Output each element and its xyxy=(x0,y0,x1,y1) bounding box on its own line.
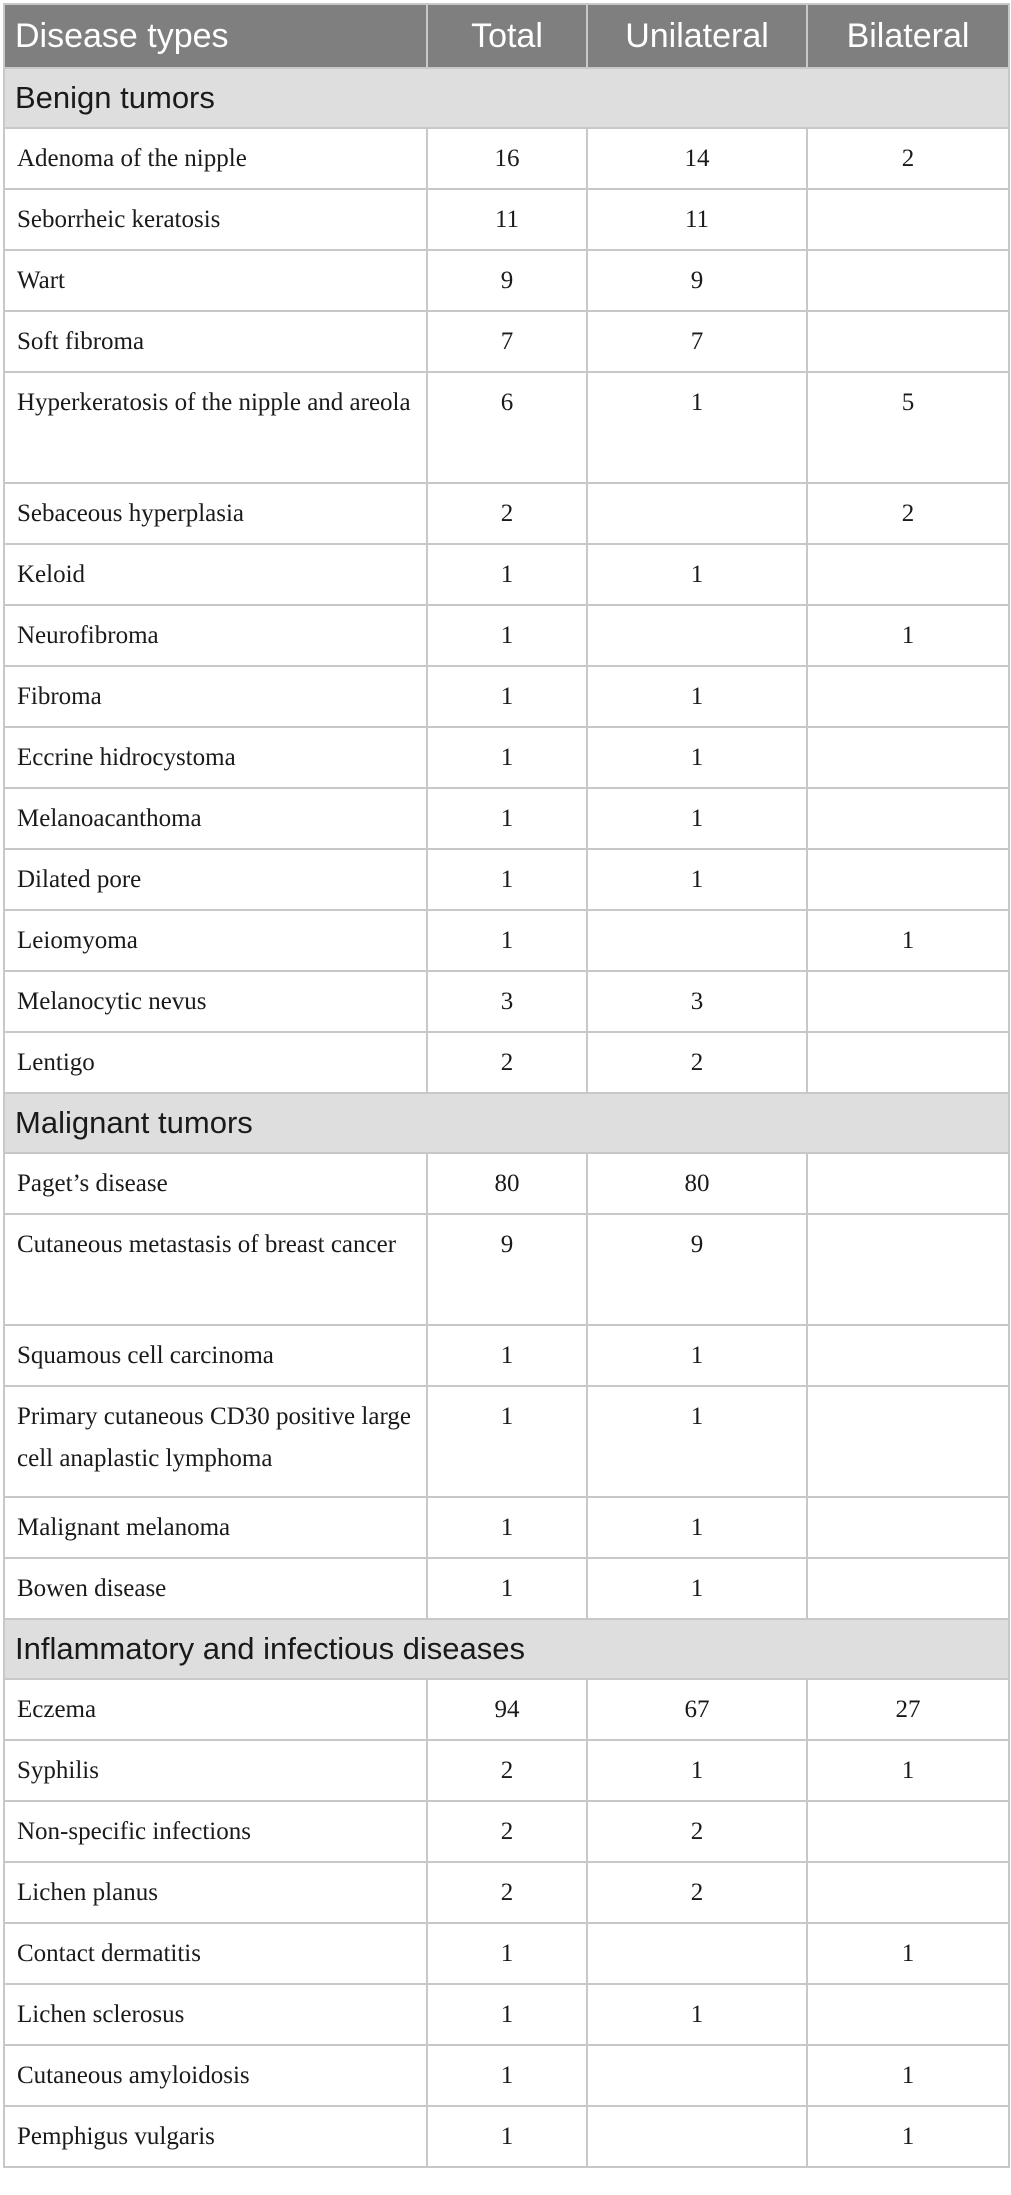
total-cell: 2 xyxy=(427,483,587,544)
bilateral-cell xyxy=(807,250,1009,311)
header-bilateral: Bilateral xyxy=(807,4,1009,68)
disease-name-cell: Cutaneous amyloidosis xyxy=(4,2045,427,2106)
unilateral-cell: 3 xyxy=(587,971,807,1032)
unilateral-cell: 1 xyxy=(587,1740,807,1801)
disease-name-cell: Seborrheic keratosis xyxy=(4,189,427,250)
total-cell: 6 xyxy=(427,372,587,483)
bilateral-cell xyxy=(807,1386,1009,1497)
unilateral-cell: 1 xyxy=(587,788,807,849)
bilateral-cell: 1 xyxy=(807,2045,1009,2106)
header-unilateral: Unilateral xyxy=(587,4,807,68)
total-cell: 1 xyxy=(427,1984,587,2045)
total-cell: 2 xyxy=(427,1032,587,1093)
bilateral-cell xyxy=(807,189,1009,250)
total-cell: 3 xyxy=(427,971,587,1032)
bilateral-cell xyxy=(807,849,1009,910)
total-cell: 1 xyxy=(427,605,587,666)
disease-name-cell: Keloid xyxy=(4,544,427,605)
bilateral-cell: 1 xyxy=(807,1923,1009,1984)
unilateral-cell: 7 xyxy=(587,311,807,372)
bilateral-cell xyxy=(807,544,1009,605)
total-cell: 9 xyxy=(427,1214,587,1325)
total-cell: 1 xyxy=(427,727,587,788)
disease-name-cell: Paget’s disease xyxy=(4,1153,427,1214)
disease-name-cell: Lichen planus xyxy=(4,1862,427,1923)
total-cell: 11 xyxy=(427,189,587,250)
group-title: Malignant tumors xyxy=(4,1093,1009,1153)
bilateral-cell xyxy=(807,971,1009,1032)
unilateral-cell xyxy=(587,1923,807,1984)
unilateral-cell: 67 xyxy=(587,1679,807,1740)
unilateral-cell: 9 xyxy=(587,250,807,311)
total-cell: 2 xyxy=(427,1801,587,1862)
total-cell: 1 xyxy=(427,544,587,605)
table-row xyxy=(4,2106,1009,2167)
unilateral-cell xyxy=(587,2106,807,2167)
unilateral-cell: 1 xyxy=(587,727,807,788)
bilateral-cell xyxy=(807,1153,1009,1214)
total-cell: 1 xyxy=(427,2045,587,2106)
table-row xyxy=(4,971,1009,1032)
bilateral-cell xyxy=(807,311,1009,372)
table-row xyxy=(4,1497,1009,1558)
unilateral-cell: 80 xyxy=(587,1153,807,1214)
total-cell: 1 xyxy=(427,1923,587,1984)
total-cell: 1 xyxy=(427,1386,587,1497)
bilateral-cell: 1 xyxy=(807,910,1009,971)
bilateral-cell xyxy=(807,788,1009,849)
header-total: Total xyxy=(427,4,587,68)
unilateral-cell: 1 xyxy=(587,1497,807,1558)
bilateral-cell: 1 xyxy=(807,605,1009,666)
total-cell: 80 xyxy=(427,1153,587,1214)
unilateral-cell: 9 xyxy=(587,1214,807,1325)
bilateral-cell xyxy=(807,1801,1009,1862)
disease-name-cell: Malignant melanoma xyxy=(4,1497,427,1558)
group-title: Inflammatory and infectious diseases xyxy=(4,1619,1009,1679)
disease-name-cell: Cutaneous metastasis of breast cancer xyxy=(4,1214,427,1325)
bilateral-cell: 1 xyxy=(807,2106,1009,2167)
header-disease-types: Disease types xyxy=(4,4,427,68)
total-cell: 1 xyxy=(427,1558,587,1619)
disease-name-cell: Lentigo xyxy=(4,1032,427,1093)
disease-name-cell: Bowen disease xyxy=(4,1558,427,1619)
table-row xyxy=(4,788,1009,849)
group-title: Benign tumors xyxy=(4,68,1009,128)
table-row xyxy=(4,483,1009,544)
bilateral-cell: 1 xyxy=(807,1740,1009,1801)
total-cell: 1 xyxy=(427,788,587,849)
bilateral-cell xyxy=(807,1558,1009,1619)
table-row xyxy=(4,2045,1009,2106)
bilateral-cell xyxy=(807,727,1009,788)
total-cell: 94 xyxy=(427,1679,587,1740)
disease-name-cell: Soft fibroma xyxy=(4,311,427,372)
table-row xyxy=(4,849,1009,910)
unilateral-cell: 2 xyxy=(587,1862,807,1923)
bilateral-cell xyxy=(807,1497,1009,1558)
total-cell: 2 xyxy=(427,1740,587,1801)
table-row xyxy=(4,544,1009,605)
bilateral-cell xyxy=(807,1032,1009,1093)
total-cell: 9 xyxy=(427,250,587,311)
table-row xyxy=(4,1386,1009,1497)
disease-name-cell: Hyperkeratosis of the nipple and areola xyxy=(4,372,427,483)
bilateral-cell: 2 xyxy=(807,483,1009,544)
unilateral-cell: 1 xyxy=(587,1386,807,1497)
disease-name-cell: Squamous cell carcinoma xyxy=(4,1325,427,1386)
unilateral-cell xyxy=(587,483,807,544)
table-row xyxy=(4,372,1009,483)
table-header xyxy=(4,4,1009,68)
unilateral-cell: 11 xyxy=(587,189,807,250)
disease-name-cell: Contact dermatitis xyxy=(4,1923,427,1984)
table-row xyxy=(4,1032,1009,1093)
bilateral-cell xyxy=(807,1984,1009,2045)
total-cell: 1 xyxy=(427,1497,587,1558)
total-cell: 1 xyxy=(427,2106,587,2167)
unilateral-cell: 1 xyxy=(587,372,807,483)
bilateral-cell: 5 xyxy=(807,372,1009,483)
disease-name-cell: Neurofibroma xyxy=(4,605,427,666)
table-row xyxy=(4,1558,1009,1619)
table-row xyxy=(4,189,1009,250)
disease-name-cell: Non-specific infections xyxy=(4,1801,427,1862)
disease-name-cell: Fibroma xyxy=(4,666,427,727)
bilateral-cell xyxy=(807,1862,1009,1923)
disease-name-cell: Melanocytic nevus xyxy=(4,971,427,1032)
disease-table xyxy=(3,3,1010,2168)
table-row xyxy=(4,1740,1009,1801)
unilateral-cell: 2 xyxy=(587,1801,807,1862)
table-row xyxy=(4,311,1009,372)
disease-name-cell: Melanoacanthoma xyxy=(4,788,427,849)
unilateral-cell: 1 xyxy=(587,544,807,605)
table-row xyxy=(4,1679,1009,1740)
total-cell: 1 xyxy=(427,1325,587,1386)
unilateral-cell xyxy=(587,910,807,971)
total-cell: 7 xyxy=(427,311,587,372)
unilateral-cell: 2 xyxy=(587,1032,807,1093)
total-cell: 1 xyxy=(427,849,587,910)
table-row xyxy=(4,1801,1009,1862)
group-header-row xyxy=(4,1619,1009,1679)
unilateral-cell: 1 xyxy=(587,1558,807,1619)
disease-name-cell: Adenoma of the nipple xyxy=(4,128,427,189)
bilateral-cell xyxy=(807,666,1009,727)
table-row xyxy=(4,727,1009,788)
disease-name-cell: Pemphigus vulgaris xyxy=(4,2106,427,2167)
unilateral-cell: 14 xyxy=(587,128,807,189)
table-row xyxy=(4,1325,1009,1386)
table-row xyxy=(4,250,1009,311)
unilateral-cell: 1 xyxy=(587,1984,807,2045)
table-row xyxy=(4,666,1009,727)
disease-name-cell: Primary cutaneous CD30 positive large cell anaplastic lymphoma xyxy=(4,1386,427,1497)
table-body xyxy=(4,68,1009,2167)
table-row xyxy=(4,1984,1009,2045)
total-cell: 1 xyxy=(427,910,587,971)
bilateral-cell xyxy=(807,1214,1009,1325)
total-cell: 2 xyxy=(427,1862,587,1923)
unilateral-cell: 1 xyxy=(587,849,807,910)
table-row xyxy=(4,1153,1009,1214)
total-cell: 1 xyxy=(427,666,587,727)
bilateral-cell: 27 xyxy=(807,1679,1009,1740)
table-row xyxy=(4,128,1009,189)
unilateral-cell: 1 xyxy=(587,1325,807,1386)
table-row xyxy=(4,910,1009,971)
table-row xyxy=(4,605,1009,666)
table-row xyxy=(4,1923,1009,1984)
unilateral-cell xyxy=(587,605,807,666)
unilateral-cell xyxy=(587,2045,807,2106)
disease-name-cell: Leiomyoma xyxy=(4,910,427,971)
disease-name-cell: Eczema xyxy=(4,1679,427,1740)
disease-name-cell: Dilated pore xyxy=(4,849,427,910)
disease-name-cell: Eccrine hidrocystoma xyxy=(4,727,427,788)
group-header-row xyxy=(4,1093,1009,1153)
disease-name-cell: Sebaceous hyperplasia xyxy=(4,483,427,544)
disease-name-cell: Wart xyxy=(4,250,427,311)
bilateral-cell: 2 xyxy=(807,128,1009,189)
group-header-row xyxy=(4,68,1009,128)
disease-name-cell: Lichen sclerosus xyxy=(4,1984,427,2045)
disease-name-cell: Syphilis xyxy=(4,1740,427,1801)
total-cell: 16 xyxy=(427,128,587,189)
bilateral-cell xyxy=(807,1325,1009,1386)
table-row xyxy=(4,1214,1009,1325)
header-row xyxy=(4,4,1009,68)
unilateral-cell: 1 xyxy=(587,666,807,727)
table-row xyxy=(4,1862,1009,1923)
